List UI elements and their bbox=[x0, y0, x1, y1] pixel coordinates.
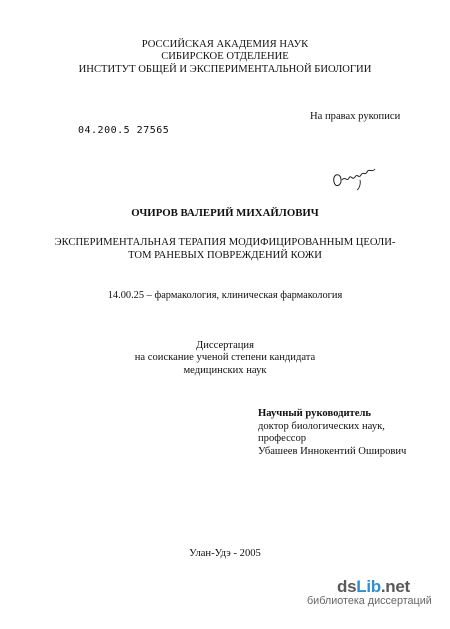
dslib-watermark[interactable] bbox=[307, 577, 447, 607]
supervisor-heading: Научный руководитель bbox=[258, 408, 371, 419]
dissertation-line: медицинских наук bbox=[183, 364, 267, 376]
dissertation-line: на соискание ученой степени кандидата bbox=[134, 352, 316, 364]
dissertation-type bbox=[0, 340, 450, 377]
supervisor-block bbox=[258, 408, 406, 458]
dslib-logo[interactable]: dsLib.net bbox=[337, 577, 410, 596]
institution-header bbox=[0, 39, 450, 76]
institution-line: ИНСТИТУТ ОБЩЕЙ И ЭКСПЕРИМЕНТАЛЬНОЙ БИОЛОГИИ bbox=[78, 63, 372, 75]
institution-line: РОССИЙСКАЯ АКАДЕМИЯ НАУК bbox=[141, 39, 309, 50]
supervisor-line: профессор bbox=[258, 433, 307, 445]
registration-code: 04.200.5 27565 bbox=[78, 125, 170, 136]
supervisor-line: Убашеев Иннокентий Оширович bbox=[258, 445, 407, 457]
institution-line: СИБИРСКОЕ ОТДЕЛЕНИЕ bbox=[161, 51, 289, 63]
dissertation-title bbox=[0, 237, 450, 262]
dslib-tagline: библиотека диссертаций bbox=[307, 595, 432, 607]
supervisor-line: доктор биологических наук, bbox=[258, 420, 385, 432]
specialty-code: 14.00.25 – фармакология, клиническая фармакология bbox=[107, 290, 343, 301]
title-line: ЭКСПЕРИМЕНТАЛЬНАЯ ТЕРАПИЯ МОДИФИЦИРОВАННЫМ ЦЕОЛИ- bbox=[54, 237, 396, 248]
manuscript-note: На правах рукописи bbox=[310, 111, 401, 122]
title-line: ТОМ РАНЕВЫХ ПОВРЕЖДЕНИЙ КОЖИ bbox=[128, 249, 322, 261]
author-name: ОЧИРОВ ВАЛЕРИЙ МИХАЙЛОВИЧ bbox=[131, 207, 319, 219]
city-year: Улан-Удэ - 2005 bbox=[189, 548, 261, 559]
dissertation-line: Диссертация bbox=[196, 340, 254, 351]
handwritten-signature bbox=[330, 162, 382, 197]
